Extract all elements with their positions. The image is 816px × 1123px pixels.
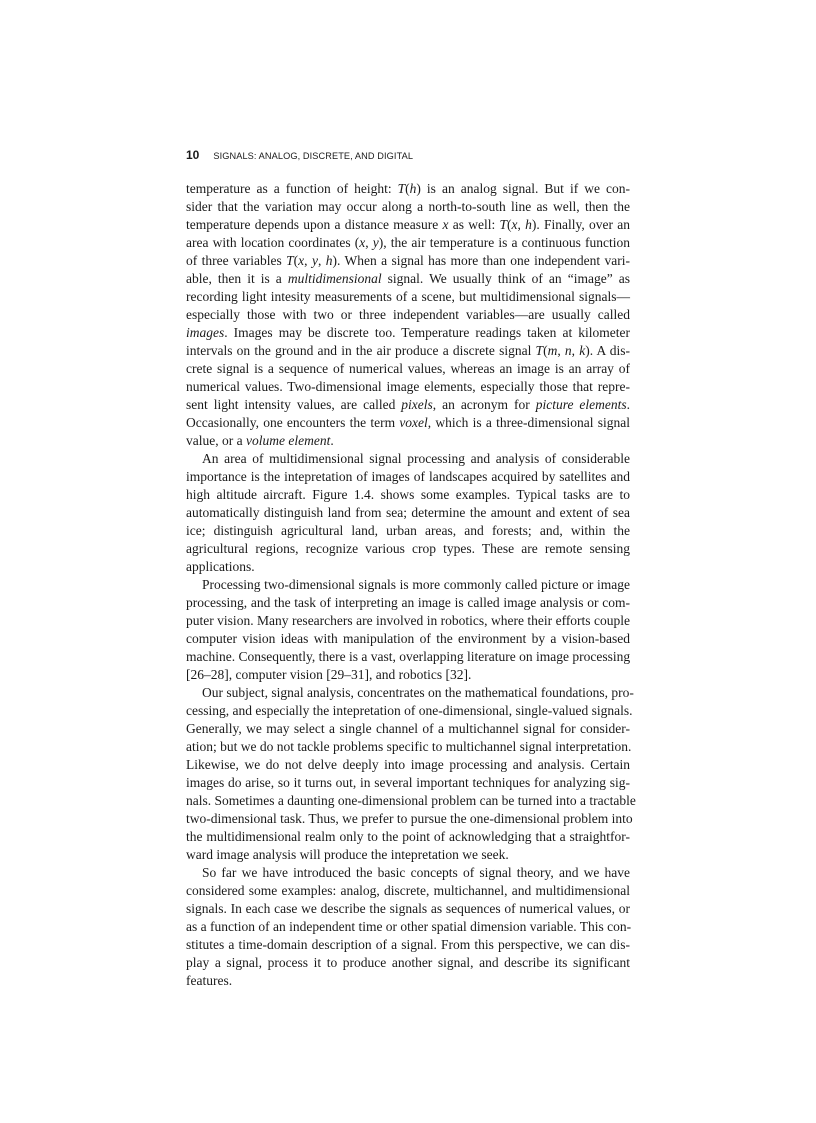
text-line: puter vision. Many researchers are involved in robotics, where their efforts couple: [186, 613, 630, 628]
text-line: ward image analysis will produce the intepretation we seek.: [186, 847, 509, 862]
text-line: cessing, and especially the intepretation of one-dimensional, single-valued signals.: [186, 703, 633, 718]
running-head: [186, 148, 413, 164]
text-line: numerical values. Two-dimensional image elements, especially those that repre-: [186, 379, 630, 394]
text-line: two-dimensional task. Thus, we prefer to pursue the one-dimensional problem into: [186, 811, 633, 826]
text-line: temperature depends upon a distance measure x as well: T(x, h). Finally, over an: [186, 217, 630, 232]
paragraph-1: [186, 180, 630, 450]
text-line: temperature as a function of height: T(h) is an analog signal. But if we con-: [186, 181, 630, 196]
text-line: Occasionally, one encounters the term voxel, which is a three-dimensional signal: [186, 415, 631, 430]
text-line: the multidimensional realm only to the point of acknowledging that a straightfor-: [186, 829, 630, 844]
text-line: images do arise, so it turns out, in several important techniques for analyzing sig-: [186, 775, 630, 790]
chapter-title: SIGNALS: ANALOG, DISCRETE, AND DIGITAL: [213, 151, 414, 161]
text-line: features.: [186, 973, 233, 988]
text-line: ice; distinguish agricultural land, urban areas, and forests; and, within the: [186, 523, 630, 538]
text-line: nals. Sometimes a daunting one-dimensional problem can be turned into a tractable: [186, 793, 636, 808]
text-line: considered some examples: analog, discrete, multichannel, and multidimensional: [186, 883, 630, 898]
body-text: [186, 180, 636, 990]
text-line: crete signal is a sequence of numerical values, whereas an image is an array of: [186, 361, 630, 376]
text-line: of three variables T(x, y, h). When a signal has more than one independent vari-: [186, 253, 631, 268]
text-line: Generally, we may select a single channel of a multichannel signal for consider-: [186, 721, 630, 736]
text-line: intervals on the ground and in the air produce a discrete signal T(m, n, k). A dis-: [186, 343, 630, 358]
text-line: play a signal, process it to produce another signal, and describe its significant: [186, 955, 630, 970]
text-line: value, or a volume element.: [186, 433, 334, 448]
page-number: 10: [186, 148, 200, 162]
text-line: automatically distinguish land from sea; determine the amount and extent of sea: [186, 505, 630, 520]
text-line: importance is the intepretation of images of landscapes acquired by satellites and: [186, 469, 630, 484]
text-line: Likewise, we do not delve deeply into image processing and analysis. Certain: [186, 757, 630, 772]
text-line: [26–28], computer vision [29–31], and robotics [32].: [186, 667, 472, 682]
text-line: signals. In each case we describe the signals as sequences of numerical values, or: [186, 901, 630, 916]
text-line: So far we have introduced the basic concepts of signal theory, and we have: [202, 865, 630, 880]
text-line: ation; but we do not tackle problems specific to multichannel signal interpretation.: [186, 739, 632, 754]
text-line: able, then it is a multidimensional signal. We usually think of an “image” as: [186, 271, 630, 286]
text-line: applications.: [186, 559, 255, 574]
text-line: sent light intensity values, are called pixels, an acronym for picture elements.: [186, 397, 630, 412]
paragraph-4: [186, 684, 636, 864]
text-line: Our subject, signal analysis, concentrates on the mathematical foundations, pro-: [202, 685, 634, 700]
text-line: An area of multidimensional signal processing and analysis of considerable: [202, 451, 630, 466]
text-line: recording light intesity measurements of a scene, but multidimensional signals—: [186, 289, 630, 304]
text-line: stitutes a time-domain description of a signal. From this perspective, we can dis-: [186, 937, 630, 952]
text-line: as a function of an independent time or other spatial dimension variable. This con-: [186, 919, 632, 934]
paragraph-2: [186, 450, 630, 576]
text-line: area with location coordinates (x, y), the air temperature is a continuous function: [186, 235, 631, 250]
text-line: especially those with two or three independent variables—are usually called: [186, 307, 630, 322]
paragraph-5: [186, 864, 630, 990]
text-line: machine. Consequently, there is a vast, overlapping literature on image processing: [186, 649, 631, 664]
text-line: computer vision ideas with manipulation of the environment by a vision-based: [186, 631, 630, 646]
text-line: high altitude aircraft. Figure 1.4. shows some examples. Typical tasks are to: [186, 487, 630, 502]
text-line: sider that the variation may occur along a north-to-south line as well, then the: [186, 199, 630, 214]
text-line: images. Images may be discrete too. Temperature readings taken at kilometer: [186, 325, 630, 340]
text-line: agricultural regions, recognize various crop types. These are remote sensing: [186, 541, 630, 556]
text-line: Processing two-dimensional signals is more commonly called picture or image: [202, 577, 630, 592]
paragraph-3: [186, 576, 630, 684]
text-line: processing, and the task of interpreting an image is called image analysis or com-: [186, 595, 630, 610]
